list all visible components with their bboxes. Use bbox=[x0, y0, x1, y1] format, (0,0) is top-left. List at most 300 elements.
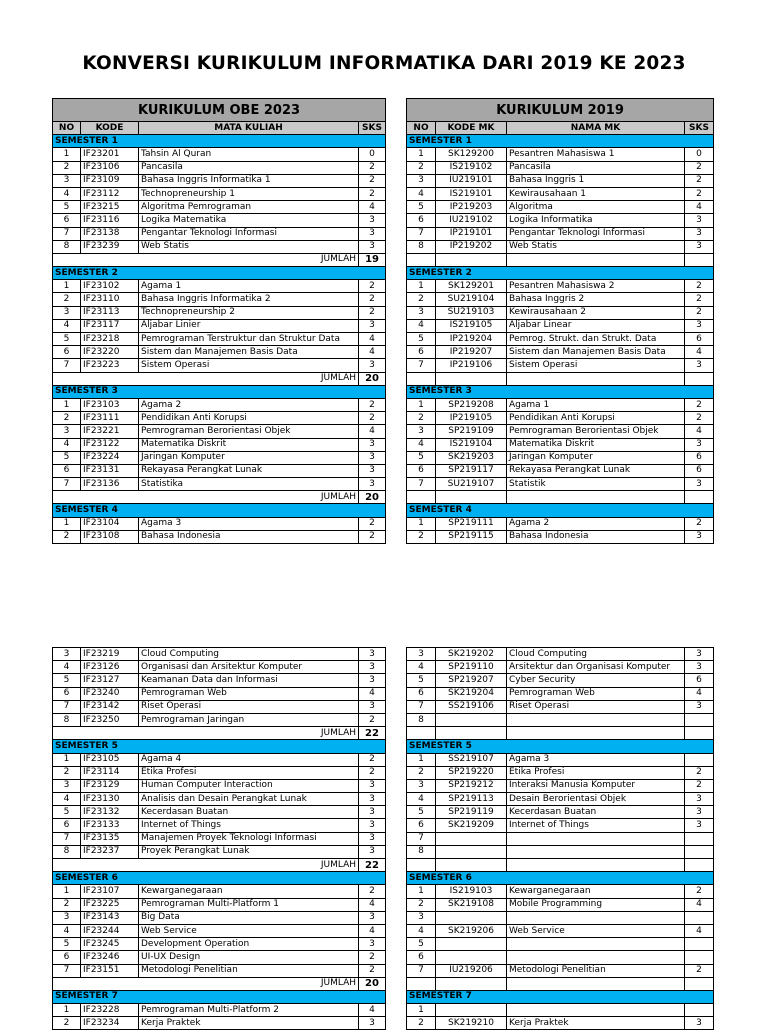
row-mata-kuliah: Pemrograman Berorientasi Objek bbox=[507, 425, 685, 438]
table-row bbox=[53, 161, 386, 174]
row-mata-kuliah: UI-UX Design bbox=[139, 951, 359, 964]
row-sks bbox=[685, 832, 714, 845]
row-sks: 2 bbox=[685, 766, 714, 779]
table-row bbox=[407, 911, 714, 924]
row-no: 6 bbox=[407, 819, 436, 832]
row-mata-kuliah: Kerja Praktek bbox=[139, 1017, 359, 1030]
row-no: 6 bbox=[407, 687, 436, 700]
row-sks: 4 bbox=[685, 924, 714, 937]
jumlah-blank bbox=[407, 491, 436, 504]
row-no: 2 bbox=[53, 161, 81, 174]
col-kode-header: KODE MK bbox=[436, 122, 507, 135]
row-no: 3 bbox=[407, 306, 436, 319]
table-row bbox=[407, 661, 714, 674]
row-no: 6 bbox=[407, 464, 436, 477]
jumlah-spacer bbox=[53, 859, 139, 872]
row-no: 8 bbox=[53, 240, 81, 253]
row-sks: 2 bbox=[685, 964, 714, 977]
table-row bbox=[53, 1017, 386, 1030]
row-no: 6 bbox=[53, 214, 81, 227]
row-sks: 3 bbox=[359, 478, 386, 491]
table-row bbox=[407, 517, 714, 530]
row-sks: 3 bbox=[359, 464, 386, 477]
row-no: 3 bbox=[53, 306, 81, 319]
row-mata-kuliah: Desain Berorientasi Objek bbox=[507, 793, 685, 806]
row-mata-kuliah: Logika Matematika bbox=[139, 214, 359, 227]
table-row bbox=[53, 924, 386, 937]
row-mata-kuliah: Pemrograman Multi-Platform 1 bbox=[139, 898, 359, 911]
row-sks: 2 bbox=[359, 964, 386, 977]
row-mata-kuliah: Riset Operasi bbox=[139, 700, 359, 713]
row-kode: IP219202 bbox=[436, 240, 507, 253]
row-kode bbox=[436, 938, 507, 951]
table-row bbox=[53, 530, 386, 543]
row-mata-kuliah: Jaringan Komputer bbox=[139, 451, 359, 464]
row-no: 8 bbox=[407, 240, 436, 253]
jumlah-blank bbox=[436, 859, 507, 872]
table-row bbox=[53, 832, 386, 845]
table-row bbox=[53, 478, 386, 491]
row-no: 4 bbox=[407, 924, 436, 937]
row-kode: IF23142 bbox=[81, 700, 139, 713]
row-sks: 4 bbox=[359, 924, 386, 937]
row-mata-kuliah: Bahasa Inggris Informatika 2 bbox=[139, 293, 359, 306]
row-kode: IF23117 bbox=[81, 319, 139, 332]
row-mata-kuliah: Pemrog. Strukt. dan Strukt. Data bbox=[507, 333, 685, 346]
table-obe-2023-part1 bbox=[52, 98, 386, 544]
row-mata-kuliah: Pemrograman Web bbox=[139, 687, 359, 700]
row-mata-kuliah: Web Statis bbox=[139, 240, 359, 253]
row-mata-kuliah: Cyber Security bbox=[507, 674, 685, 687]
jumlah-value: 19 bbox=[359, 253, 386, 266]
row-mata-kuliah: Bahasa Inggris 2 bbox=[507, 293, 685, 306]
table-row bbox=[407, 951, 714, 964]
row-sks: 3 bbox=[359, 648, 386, 661]
table-row bbox=[407, 148, 714, 161]
row-sks: 2 bbox=[685, 412, 714, 425]
row-kode: IF23132 bbox=[81, 806, 139, 819]
row-kode: SK219206 bbox=[436, 924, 507, 937]
row-mata-kuliah: Kecerdasan Buatan bbox=[507, 806, 685, 819]
row-mata-kuliah bbox=[507, 911, 685, 924]
row-sks bbox=[685, 713, 714, 726]
table-row bbox=[407, 227, 714, 240]
row-no: 2 bbox=[407, 530, 436, 543]
row-no: 2 bbox=[407, 766, 436, 779]
row-mata-kuliah: Web Statis bbox=[507, 240, 685, 253]
row-sks: 3 bbox=[359, 793, 386, 806]
row-kode: IF23130 bbox=[81, 793, 139, 806]
col-sks-header: SKS bbox=[359, 122, 386, 135]
jumlah-blank bbox=[407, 977, 436, 990]
semester-label: SEMESTER 4 bbox=[53, 504, 386, 517]
row-no: 4 bbox=[53, 793, 81, 806]
row-sks: 3 bbox=[359, 319, 386, 332]
row-sks: 3 bbox=[359, 911, 386, 924]
row-mata-kuliah: Agama 2 bbox=[507, 517, 685, 530]
row-no: 7 bbox=[407, 700, 436, 713]
table-row bbox=[407, 779, 714, 792]
row-mata-kuliah bbox=[507, 845, 685, 858]
row-sks: 2 bbox=[685, 517, 714, 530]
row-kode: IF23220 bbox=[81, 346, 139, 359]
row-sks: 2 bbox=[685, 161, 714, 174]
row-no: 4 bbox=[53, 319, 81, 332]
row-no: 5 bbox=[407, 806, 436, 819]
row-kode: SP219113 bbox=[436, 793, 507, 806]
semester-label: SEMESTER 5 bbox=[53, 740, 386, 753]
row-kode: IF23108 bbox=[81, 530, 139, 543]
jumlah-blank bbox=[685, 859, 714, 872]
row-no: 5 bbox=[407, 674, 436, 687]
row-kode: SK219210 bbox=[436, 1017, 507, 1030]
row-sks: 2 bbox=[359, 174, 386, 187]
row-kode: IF23225 bbox=[81, 898, 139, 911]
row-kode: IP219203 bbox=[436, 201, 507, 214]
row-no: 4 bbox=[407, 319, 436, 332]
row-no: 1 bbox=[53, 280, 81, 293]
row-no: 1 bbox=[407, 280, 436, 293]
row-no: 7 bbox=[407, 227, 436, 240]
row-kode bbox=[436, 713, 507, 726]
jumlah-blank bbox=[685, 372, 714, 385]
jumlah-blank bbox=[436, 977, 507, 990]
row-kode: IF23138 bbox=[81, 227, 139, 240]
row-mata-kuliah: Pemrograman Terstruktur dan Struktur Data bbox=[139, 333, 359, 346]
row-kode: SP219117 bbox=[436, 464, 507, 477]
table-row bbox=[53, 753, 386, 766]
row-no: 6 bbox=[53, 819, 81, 832]
row-kode: SP219115 bbox=[436, 530, 507, 543]
row-kode: IF23114 bbox=[81, 766, 139, 779]
jumlah-blank bbox=[436, 253, 507, 266]
row-mata-kuliah: Metodologi Penelitian bbox=[507, 964, 685, 977]
row-sks: 2 bbox=[685, 779, 714, 792]
row-sks: 2 bbox=[359, 753, 386, 766]
row-no: 3 bbox=[53, 174, 81, 187]
row-kode: IF23135 bbox=[81, 832, 139, 845]
row-mata-kuliah bbox=[507, 713, 685, 726]
row-sks bbox=[685, 753, 714, 766]
jumlah-spacer bbox=[53, 727, 139, 740]
curriculum-header: KURIKULUM OBE 2023 bbox=[53, 99, 386, 122]
row-no: 2 bbox=[53, 898, 81, 911]
row-kode: IS219101 bbox=[436, 187, 507, 200]
row-sks: 4 bbox=[359, 333, 386, 346]
row-no: 1 bbox=[53, 517, 81, 530]
jumlah-blank bbox=[507, 977, 685, 990]
row-sks: 3 bbox=[685, 661, 714, 674]
row-kode: IF23103 bbox=[81, 398, 139, 411]
row-sks: 4 bbox=[359, 687, 386, 700]
row-no: 3 bbox=[53, 779, 81, 792]
row-no: 1 bbox=[53, 753, 81, 766]
table-row bbox=[53, 793, 386, 806]
row-no: 4 bbox=[53, 438, 81, 451]
row-mata-kuliah: Human Computer Interaction bbox=[139, 779, 359, 792]
table-row bbox=[407, 924, 714, 937]
jumlah-label: JUMLAH bbox=[139, 859, 359, 872]
row-no: 1 bbox=[407, 753, 436, 766]
table-row bbox=[53, 713, 386, 726]
row-sks: 2 bbox=[359, 517, 386, 530]
row-mata-kuliah: Pancasila bbox=[139, 161, 359, 174]
row-sks: 3 bbox=[685, 700, 714, 713]
row-sks: 2 bbox=[359, 293, 386, 306]
row-sks: 3 bbox=[359, 832, 386, 845]
row-mata-kuliah: Logika Informatika bbox=[507, 214, 685, 227]
row-sks: 3 bbox=[359, 938, 386, 951]
row-kode: IF23219 bbox=[81, 648, 139, 661]
row-kode: SP219208 bbox=[436, 398, 507, 411]
row-mata-kuliah: Statistik bbox=[507, 478, 685, 491]
row-mata-kuliah: Rekayasa Perangkat Lunak bbox=[139, 464, 359, 477]
row-mata-kuliah bbox=[507, 832, 685, 845]
table-row bbox=[407, 713, 714, 726]
row-kode: IS219104 bbox=[436, 438, 507, 451]
row-kode: SU219104 bbox=[436, 293, 507, 306]
row-kode: IU219101 bbox=[436, 174, 507, 187]
table-row bbox=[53, 412, 386, 425]
row-no: 5 bbox=[53, 333, 81, 346]
table-row bbox=[407, 832, 714, 845]
table-row bbox=[407, 293, 714, 306]
row-sks: 4 bbox=[359, 425, 386, 438]
row-kode: IF23112 bbox=[81, 187, 139, 200]
row-mata-kuliah: Aljabar Linear bbox=[507, 319, 685, 332]
table-row bbox=[53, 306, 386, 319]
row-kode: SP219207 bbox=[436, 674, 507, 687]
table-row bbox=[407, 938, 714, 951]
row-sks: 2 bbox=[685, 187, 714, 200]
row-mata-kuliah: Pemrograman Web bbox=[507, 687, 685, 700]
row-no: 3 bbox=[53, 911, 81, 924]
row-mata-kuliah: Etika Profesi bbox=[507, 766, 685, 779]
table-row bbox=[53, 964, 386, 977]
semester-label: SEMESTER 5 bbox=[407, 740, 714, 753]
table-row bbox=[53, 187, 386, 200]
row-mata-kuliah bbox=[507, 938, 685, 951]
row-kode: SK219204 bbox=[436, 687, 507, 700]
row-kode: IF23133 bbox=[81, 819, 139, 832]
row-kode: IF23244 bbox=[81, 924, 139, 937]
row-sks: 2 bbox=[685, 306, 714, 319]
table-row bbox=[407, 359, 714, 372]
row-sks: 3 bbox=[359, 1017, 386, 1030]
row-no: 6 bbox=[407, 346, 436, 359]
semester-label: SEMESTER 1 bbox=[53, 135, 386, 148]
row-kode: IF23113 bbox=[81, 306, 139, 319]
row-sks: 3 bbox=[685, 359, 714, 372]
row-no: 2 bbox=[53, 530, 81, 543]
row-kode: IF23126 bbox=[81, 661, 139, 674]
row-mata-kuliah: Kecerdasan Buatan bbox=[139, 806, 359, 819]
row-mata-kuliah: Kewirausahaan 2 bbox=[507, 306, 685, 319]
row-kode: IF23129 bbox=[81, 779, 139, 792]
row-kode: IF23237 bbox=[81, 845, 139, 858]
row-kode: IF23111 bbox=[81, 412, 139, 425]
row-no: 2 bbox=[407, 293, 436, 306]
row-sks: 3 bbox=[359, 845, 386, 858]
row-sks bbox=[685, 911, 714, 924]
row-mata-kuliah: Algoritma bbox=[507, 201, 685, 214]
table-row bbox=[53, 674, 386, 687]
row-sks: 4 bbox=[685, 201, 714, 214]
row-no: 1 bbox=[407, 1004, 436, 1017]
row-no: 5 bbox=[53, 674, 81, 687]
row-no: 5 bbox=[53, 938, 81, 951]
row-mata-kuliah: Jaringan Komputer bbox=[507, 451, 685, 464]
row-kode: IF23218 bbox=[81, 333, 139, 346]
row-kode: IP219204 bbox=[436, 333, 507, 346]
row-no: 2 bbox=[407, 898, 436, 911]
row-mata-kuliah: Agama 1 bbox=[139, 280, 359, 293]
row-kode: SP219119 bbox=[436, 806, 507, 819]
row-mata-kuliah: Big Data bbox=[139, 911, 359, 924]
row-no: 6 bbox=[53, 346, 81, 359]
col-matakuliah-header: NAMA MK bbox=[507, 122, 685, 135]
row-kode bbox=[436, 951, 507, 964]
row-mata-kuliah: Internet of Things bbox=[507, 819, 685, 832]
row-no: 7 bbox=[407, 478, 436, 491]
row-no: 7 bbox=[53, 700, 81, 713]
table-row bbox=[407, 333, 714, 346]
row-sks: 3 bbox=[685, 438, 714, 451]
row-sks: 2 bbox=[685, 280, 714, 293]
table-row bbox=[53, 806, 386, 819]
row-kode: IF23104 bbox=[81, 517, 139, 530]
semester-label: SEMESTER 7 bbox=[407, 990, 714, 1003]
table-row bbox=[53, 661, 386, 674]
row-sks: 4 bbox=[359, 898, 386, 911]
row-mata-kuliah: Agama 2 bbox=[139, 398, 359, 411]
row-no: 2 bbox=[53, 412, 81, 425]
row-kode: IP219101 bbox=[436, 227, 507, 240]
row-mata-kuliah: Metodologi Penelitian bbox=[139, 964, 359, 977]
row-kode: IF23102 bbox=[81, 280, 139, 293]
semester-label: SEMESTER 2 bbox=[407, 267, 714, 280]
row-kode: IF23221 bbox=[81, 425, 139, 438]
row-kode bbox=[436, 911, 507, 924]
row-mata-kuliah bbox=[507, 1004, 685, 1017]
table-row bbox=[53, 700, 386, 713]
row-sks: 3 bbox=[685, 806, 714, 819]
row-kode bbox=[436, 832, 507, 845]
row-no: 3 bbox=[407, 779, 436, 792]
row-no: 2 bbox=[53, 293, 81, 306]
row-kode: SK129201 bbox=[436, 280, 507, 293]
row-kode: SK129200 bbox=[436, 148, 507, 161]
row-kode: IF23228 bbox=[81, 1004, 139, 1017]
row-mata-kuliah: Pendidikan Anti Korupsi bbox=[139, 412, 359, 425]
row-mata-kuliah: Pancasila bbox=[507, 161, 685, 174]
row-sks: 3 bbox=[359, 227, 386, 240]
row-kode: SP219109 bbox=[436, 425, 507, 438]
row-no: 6 bbox=[53, 687, 81, 700]
row-kode bbox=[436, 845, 507, 858]
row-no: 7 bbox=[53, 227, 81, 240]
jumlah-blank bbox=[407, 253, 436, 266]
row-no: 7 bbox=[53, 478, 81, 491]
row-kode: IF23234 bbox=[81, 1017, 139, 1030]
row-sks: 2 bbox=[359, 766, 386, 779]
row-sks: 3 bbox=[685, 227, 714, 240]
row-no: 3 bbox=[53, 648, 81, 661]
row-kode: IF23223 bbox=[81, 359, 139, 372]
table-obe-2023-part2 bbox=[52, 647, 386, 1030]
row-no: 6 bbox=[407, 951, 436, 964]
row-sks bbox=[685, 951, 714, 964]
row-no: 1 bbox=[53, 398, 81, 411]
row-mata-kuliah: Keamanan Data dan Informasi bbox=[139, 674, 359, 687]
row-mata-kuliah: Tahsin Al Quran bbox=[139, 148, 359, 161]
table-row bbox=[407, 1004, 714, 1017]
row-kode: SS219107 bbox=[436, 753, 507, 766]
row-mata-kuliah: Proyek Perangkat Lunak bbox=[139, 845, 359, 858]
jumlah-label: JUMLAH bbox=[139, 727, 359, 740]
row-sks: 2 bbox=[359, 885, 386, 898]
row-kode: SK219202 bbox=[436, 648, 507, 661]
jumlah-label: JUMLAH bbox=[139, 372, 359, 385]
table-row bbox=[53, 346, 386, 359]
row-no: 4 bbox=[407, 187, 436, 200]
table-row bbox=[407, 700, 714, 713]
table-row bbox=[407, 412, 714, 425]
row-mata-kuliah: Organisasi dan Arsitektur Komputer bbox=[139, 661, 359, 674]
row-mata-kuliah: Kewarganegaraan bbox=[507, 885, 685, 898]
col-kode-header: KODE bbox=[81, 122, 139, 135]
row-mata-kuliah: Etika Profesi bbox=[139, 766, 359, 779]
row-no: 8 bbox=[53, 845, 81, 858]
row-mata-kuliah: Web Service bbox=[507, 924, 685, 937]
row-mata-kuliah: Riset Operasi bbox=[507, 700, 685, 713]
row-no: 4 bbox=[53, 187, 81, 200]
row-kode: IU219206 bbox=[436, 964, 507, 977]
row-mata-kuliah: Arsitektur dan Organisasi Komputer bbox=[507, 661, 685, 674]
table-row bbox=[53, 333, 386, 346]
row-kode bbox=[436, 1004, 507, 1017]
table-row bbox=[407, 161, 714, 174]
row-kode: IF23106 bbox=[81, 161, 139, 174]
row-kode: IS219102 bbox=[436, 161, 507, 174]
jumlah-blank bbox=[407, 372, 436, 385]
semester-label: SEMESTER 1 bbox=[407, 135, 714, 148]
table-row bbox=[53, 464, 386, 477]
jumlah-value: 20 bbox=[359, 977, 386, 990]
jumlah-value: 22 bbox=[359, 727, 386, 740]
row-sks: 3 bbox=[685, 1017, 714, 1030]
row-sks: 2 bbox=[359, 187, 386, 200]
row-no: 8 bbox=[407, 713, 436, 726]
row-no: 1 bbox=[407, 885, 436, 898]
row-kode: IU219102 bbox=[436, 214, 507, 227]
table-row bbox=[53, 438, 386, 451]
table-row bbox=[53, 845, 386, 858]
jumlah-blank bbox=[507, 253, 685, 266]
table-row bbox=[407, 240, 714, 253]
row-sks: 3 bbox=[359, 438, 386, 451]
jumlah-label: JUMLAH bbox=[139, 491, 359, 504]
row-mata-kuliah: Internet of Things bbox=[139, 819, 359, 832]
row-sks: 4 bbox=[685, 346, 714, 359]
table-row bbox=[407, 1017, 714, 1030]
table-row bbox=[407, 346, 714, 359]
table-row bbox=[407, 464, 714, 477]
row-sks: 6 bbox=[685, 464, 714, 477]
row-no: 1 bbox=[53, 148, 81, 161]
row-sks: 3 bbox=[685, 530, 714, 543]
row-mata-kuliah: Rekayasa Perangkat Lunak bbox=[507, 464, 685, 477]
